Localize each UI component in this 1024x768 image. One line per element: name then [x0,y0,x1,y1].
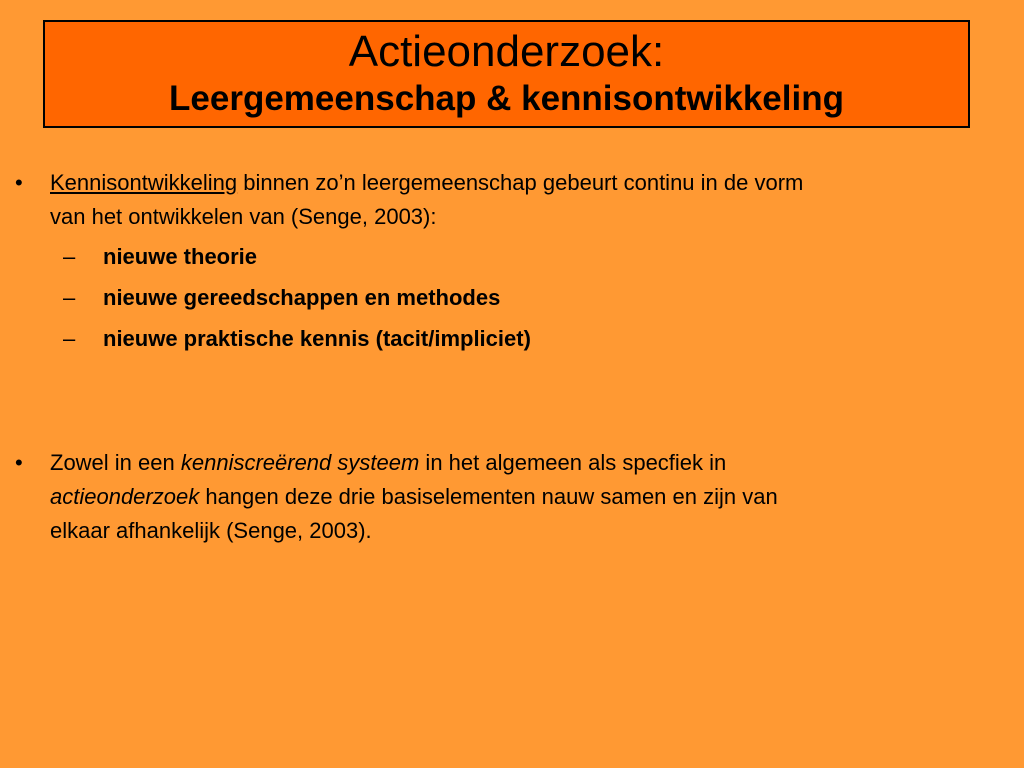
bullet2-line2 [50,480,1020,514]
bullet2-line1-b: in het algemeen als specfiek in [419,450,727,475]
bullet-dot: • [15,170,23,195]
bullet2-line2-italic: actieonderzoek [50,484,200,509]
dash-marker: – [63,244,76,269]
bullet-dot: • [15,450,23,475]
slide-title: Actieonderzoek: [348,27,665,76]
bullet2-line3: elkaar afhankelijk (Senge, 2003). [50,518,372,543]
subitem-2: nieuwe gereedschappen en methodes [103,285,501,310]
slide-subtitle: Leergemeenschap & kennisontwikkeling [169,79,844,118]
bullet2-line1-a: Zowel in een [50,450,181,475]
subitem-1: nieuwe theorie [103,244,258,269]
bullet1-line2: van het ontwikkelen van (Senge, 2003): [50,204,437,229]
bullet2-line1 [50,446,1020,480]
dash-marker: – [63,326,76,351]
subitem-3: nieuwe praktische kennis (tacit/impliciet) [103,326,531,351]
bullet2-line1-italic: kenniscreërend systeem [180,450,420,475]
dash-marker: – [63,285,76,310]
bullet2-line2-b: hangen deze drie basiselementen nauw samen en zijn van [199,484,778,509]
bullet1-line1-text: binnen zo’n leergemeenschap gebeurt continu in de vorm [237,170,804,195]
bullet1-keyword: Kennisontwikkeling [50,170,238,195]
bullet1-line1 [50,166,1020,200]
